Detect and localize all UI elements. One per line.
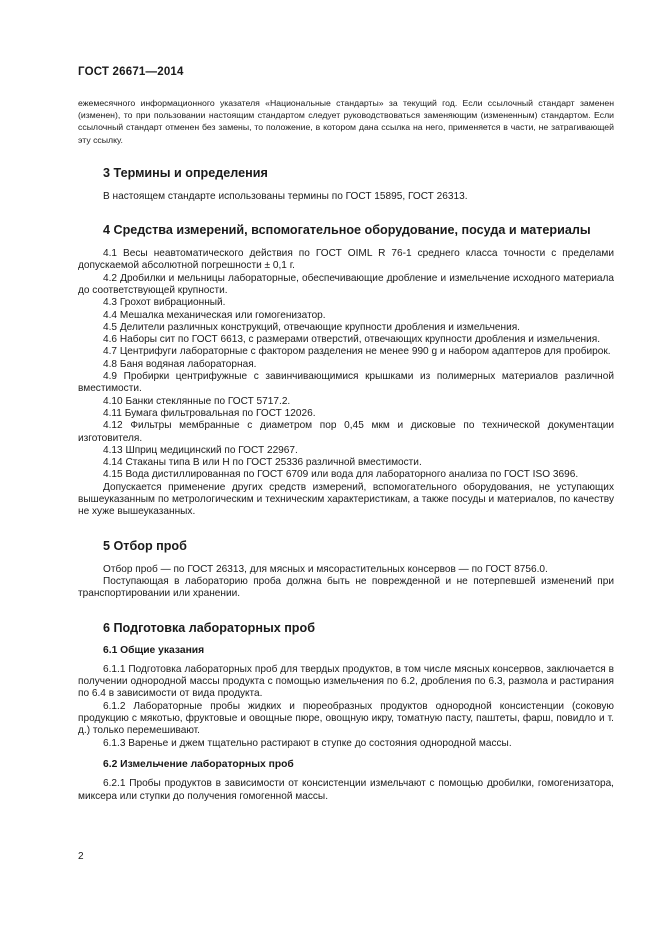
section-4-title: 4 Средства измерений, вспомогательное оборудование, посуда и материалы — [103, 223, 591, 238]
paragraph-6-1-2: 6.1.2 Лабораторные пробы жидких и пюреобразных продуктов однородной консистенции (соковую продукцию с мякотью, фруктовые и овощные пюре, овощную икру, томатную пасту, паштеты, фарш, повидло и т. д.) только перемешивают. — [78, 700, 614, 737]
paragraph-4-11: 4.11 Бумага фильтровальная по ГОСТ 12026. — [103, 407, 316, 419]
paragraph-4-2: 4.2 Дробилки и мельницы лабораторные, обеспечивающие дробление и измельчение исходного материала до соответствующей крупности. — [78, 272, 614, 296]
paragraph-4-3: 4.3 Грохот вибрационный. — [103, 297, 226, 309]
paragraph-4-9: 4.9 Пробирки центрифужные с завинчивающимися крышками из полимерных материалов различной вместимости. — [78, 371, 614, 395]
paragraph-4-1: 4.1 Весы неавтоматического действия по ГОСТ OIML R 76-1 среднего класса точности с пределами допускаемой абсолютной погрешности ± 0,1 г. — [78, 248, 614, 272]
paragraph-5-1: Отбор проб — по ГОСТ 26313, для мясных и мясорастительных консервов — по ГОСТ 8756.0. — [103, 563, 548, 575]
paragraph-4-4: 4.4 Мешалка механическая или гомогенизатор. — [103, 309, 326, 321]
section-4-list — [78, 248, 614, 519]
document-body — [78, 97, 614, 803]
paragraph-4-6: 4.6 Наборы сит по ГОСТ 6613, с размерами отверстий, отвечающих крупности дробления и измельчения. — [103, 334, 601, 346]
subsection-6-2-body — [78, 778, 614, 803]
paragraph-5-2: Поступающая в лабораторию проба должна быть не поврежденной и не потерпевшей изменений при транспортировании или хранении. — [78, 575, 614, 600]
section-3-title: 3 Термины и определения — [103, 165, 268, 180]
subsection-6-2-title: 6.2 Измельчение лабораторных проб — [103, 758, 294, 770]
paragraph-6-1-3: 6.1.3 Варенье и джем тщательно растирают в ступке до состояния однородной массы. — [103, 737, 512, 749]
section-6-title: 6 Подготовка лабораторных проб — [103, 620, 315, 635]
intro-paragraph: ежемесячного информационного указателя «Национальные стандарты» за текущий год. Если ссылочный стандарт заменен (изменен), то при пользовании настоящим стандартом следует руководствоваться заменяющим (измененным) стандартом. Если ссылочный стандарт отменен без замены, то положение, в котором дана ссылка на него, применяется в части, не затрагивающей эту ссылку. — [78, 98, 614, 145]
paragraph-4-5: 4.5 Делители различных конструкций, отвечающие крупности дробления и измельчения. — [103, 321, 520, 333]
paragraph-6-2-1: 6.2.1 Пробы продуктов в зависимости от консистенции измельчают с помощью дробилки, гомогенизатора, миксера или ступки до получения гомогенной массы. — [78, 778, 614, 802]
paragraph-4-note: Допускается применение других средств измерений, вспомогательного оборудования, не уступающих вышеуказанным по метрологическим и техническим характеристикам, а также посуды и материалов, по качеству не хуже вышеуказанных. — [78, 481, 614, 518]
subsection-6-1-title: 6.1 Общие указания — [103, 644, 205, 656]
section-5-title: 5 Отбор проб — [103, 538, 187, 553]
paragraph-6-1-1: 6.1.1 Подготовка лабораторных проб для твердых продуктов, в том числе мясных консервов, заключается в получении однородной массы продукта с помощью измельчения по 6.2, дробления по 6.3, размола и растирания по 6.4 в зависимости от вида продукта. — [78, 663, 614, 700]
document-header: ГОСТ 26671—2014 — [78, 66, 184, 78]
paragraph-4-15: 4.15 Вода дистиллированная по ГОСТ 6709 или вода для лабораторного анализа по ГОСТ ISO 3696. — [103, 469, 579, 481]
paragraph-4-12: 4.12 Фильтры мембранные с диаметром пор 0,45 мкм и дисковые по технической документации изготовителя. — [78, 420, 614, 444]
paragraph-4-7: 4.7 Центрифуги лабораторные с фактором разделения не менее 990 g и набором адаптеров для пробирок. — [103, 346, 611, 358]
subsection-6-1-body — [78, 664, 614, 750]
section-5-body — [78, 564, 614, 601]
paragraph-4-14: 4.14 Стаканы типа В или Н по ГОСТ 25336 различной вместимости. — [103, 457, 422, 469]
paragraph-4-13: 4.13 Шприц медицинский по ГОСТ 22967. — [103, 444, 298, 456]
section-3-text: В настоящем стандарте использованы термины по ГОСТ 15895, ГОСТ 26313. — [103, 190, 468, 202]
paragraph-4-8: 4.8 Баня водяная лабораторная. — [103, 358, 257, 370]
paragraph-4-10: 4.10 Банки стеклянные по ГОСТ 5717.2. — [103, 395, 291, 407]
page-number: 2 — [78, 851, 84, 862]
